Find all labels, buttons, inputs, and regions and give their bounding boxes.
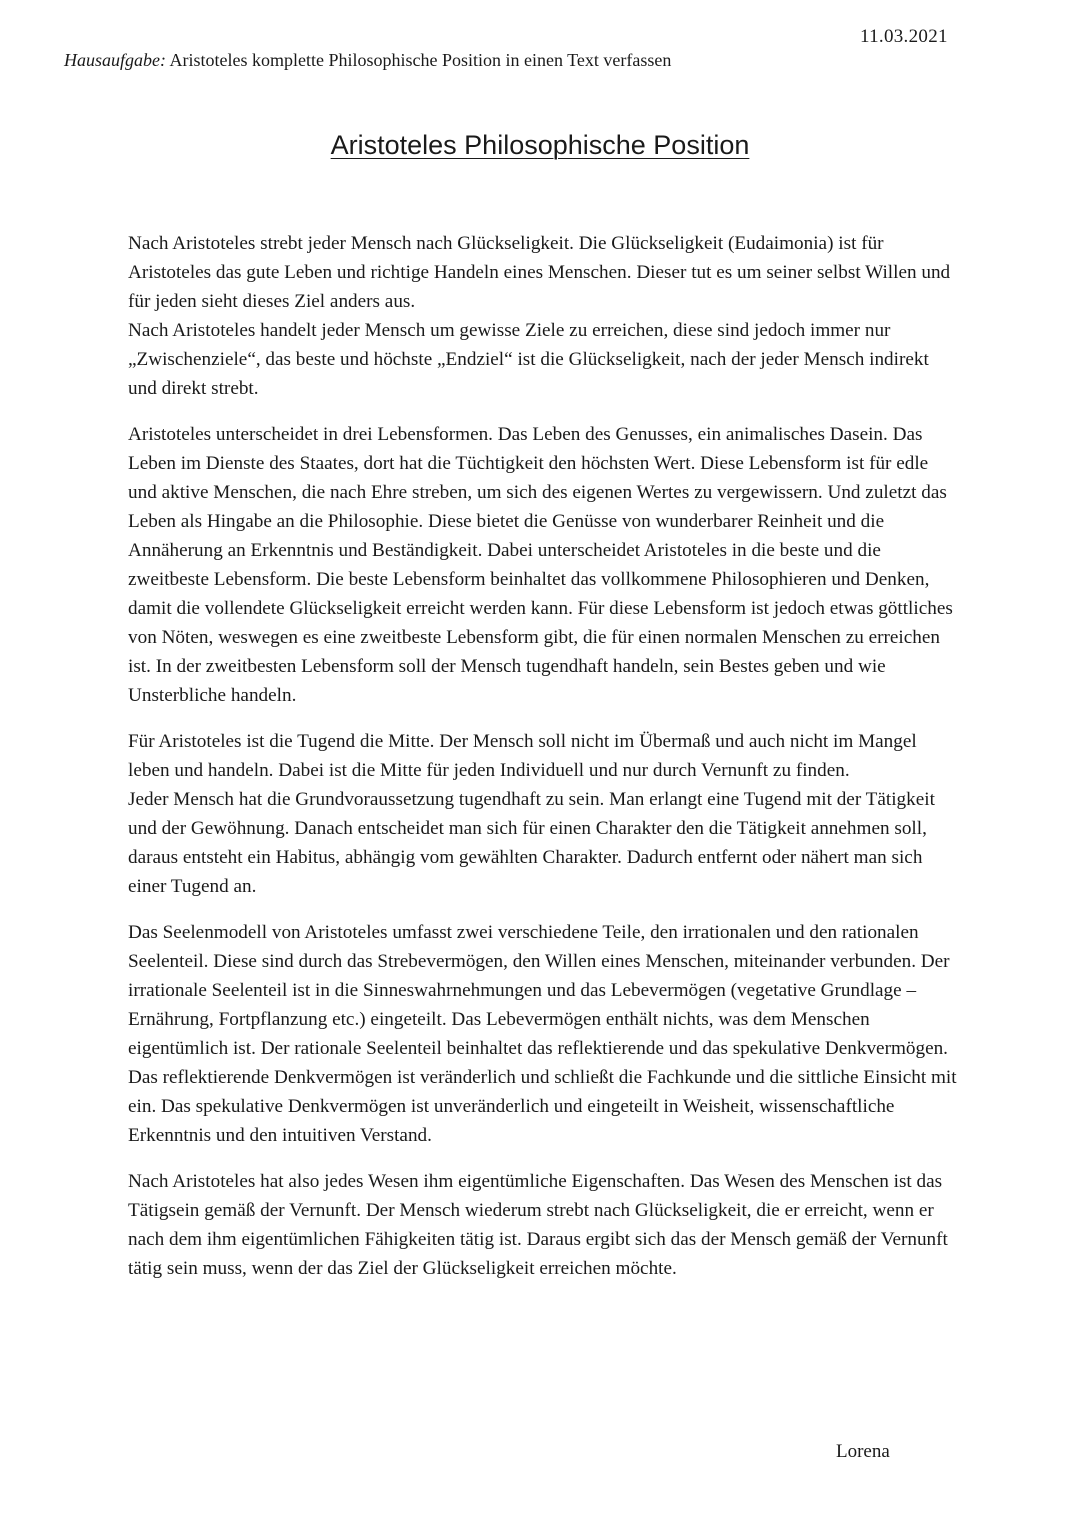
homework-label: Hausaufgabe: bbox=[64, 50, 166, 70]
document-title: Aristoteles Philosophische Position bbox=[330, 130, 750, 160]
document-date: 11.03.2021 bbox=[860, 26, 948, 47]
homework-line bbox=[64, 50, 671, 71]
paragraph-3: Aristoteles unterscheidet in drei Lebensformen. Das Leben des Genusses, ein animalisches Dasein. Das Leben im Dienste des Staates, dort hat die Tüchtigkeit den höchsten Wert. Diese Lebensform ist für edle und aktive Menschen, die nach Ehre streben, um sich des eigenen Wertes zu vergewissern. Und zuletzt das Leben als Hingabe an die Philosophie. Diese bietet die Genüsse von wunderbarer Reinheit und die Annäherung an Erkenntnis und Beständigkeit. Dabei unterscheidet Aristoteles in die beste und die zweitbeste Lebensform. Die beste Lebensform beinhaltet das vollkommene Philosophieren und Denken, damit die vollendete Glückseligkeit erreicht werden kann. Für diese Lebensform ist jedoch etwas göttliches von Nöten, weswegen es eine zweitbeste Lebensform gibt, die für einen normalen Menschen zu erreichen ist. In der zweitbesten Lebensform soll der Mensch tugendhaft handeln, sein Bestes geben und wie Unsterbliche handeln. bbox=[128, 424, 953, 706]
homework-text: Aristoteles komplette Philosophische Position in einen Text verfassen bbox=[169, 50, 672, 70]
document-body bbox=[128, 229, 958, 1283]
author-signature: Lorena bbox=[836, 1441, 890, 1462]
paragraph-5: Jeder Mensch hat die Grundvoraussetzung tugendhaft zu sein. Man erlangt eine Tugend mit der Tätigkeit und der Gewöhnung. Danach entscheidet man sich für einen Charakter den die Tätigkeit annehmen soll, daraus entsteht ein Habitus, abhängig vom gewählten Charakter. Dadurch entfernt oder nähert man sich einer Tugend an. bbox=[128, 789, 935, 897]
paragraph-2: Nach Aristoteles handelt jeder Mensch um gewisse Ziele zu erreichen, diese sind jedoch immer nur „Zwischenziele“, das beste und höchste „Endziel“ ist die Glückseligkeit, nach der jeder Mensch indirekt und direkt strebt. bbox=[128, 320, 929, 399]
paragraph-4: Für Aristoteles ist die Tugend die Mitte. Der Mensch soll nicht im Übermaß und auch nicht im Mangel leben und handeln. Dabei ist die Mitte für jeden Individuell und nur durch Vernunft zu finden. bbox=[128, 731, 917, 781]
paragraph-1: Nach Aristoteles strebt jeder Mensch nach Glückseligkeit. Die Glückseligkeit (Eudaimonia) ist für Aristoteles das gute Leben und richtige Handeln eines Menschen. Dieser tut es um seiner selbst Willen und für jeden sieht dieses Ziel anders aus. bbox=[128, 233, 951, 312]
paragraph-6: Das Seelenmodell von Aristoteles umfasst zwei verschiedene Teile, den irrationalen und den rationalen Seelenteil. Diese sind durch das Strebevermögen, den Willen eines Menschen, miteinander verbunden. Der irrationale Seelenteil ist in die Sinneswahrnehmungen und das Lebevermögen (vegetative Grundlage – Ernährung, Fortpflanzung etc.) eingeteilt. Das Lebevermögen enthält nichts, was dem Menschen eigentümlich ist. Der rationale Seelenteil beinhaltet das reflektierende und das spekulative Denkvermögen. Das reflektierende Denkvermögen ist veränderlich und schließt die Fachkunde und die sittliche Einsicht mit ein. Das spekulative Denkvermögen ist unveränderlich und eingeteilt in Weisheit, wissenschaftliche Erkenntnis und den intuitiven Verstand. bbox=[128, 922, 957, 1146]
paragraph-7: Nach Aristoteles hat also jedes Wesen ihm eigentümliche Eigenschaften. Das Wesen des Menschen ist das Tätigsein gemäß der Vernunft. Der Mensch wiederum strebt nach Glückseligkeit, die er erreicht, wenn er nach dem ihm eigentümlichen Fähigkeiten tätig ist. Daraus ergibt sich das der Mensch gemäß der Vernunft tätig sein muss, wenn der das Ziel der Glückseligkeit erreichen möchte. bbox=[128, 1171, 948, 1279]
